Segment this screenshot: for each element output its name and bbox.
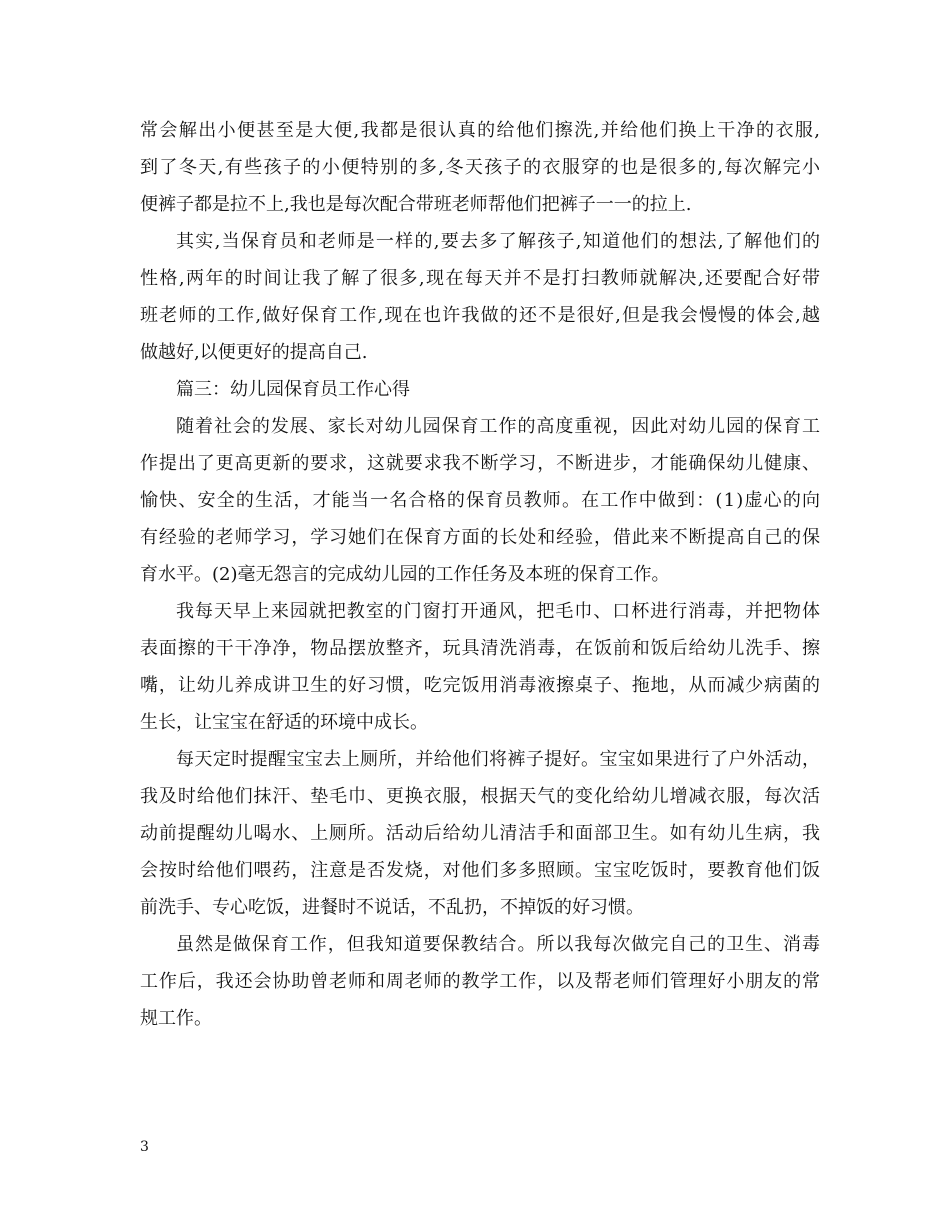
document-body: [140, 112, 820, 1037]
text-line: 我每天早上来园就把教室的门窗打开通风，把毛巾、口杯进行消毒，并把物体: [176, 601, 821, 622]
text-line: 会按时给他们喂药，注意是否发烧，对他们多多照顾。宝宝吃饭时，要教育他们饭: [140, 860, 821, 881]
text-line: 生长，让宝宝在舒适的环境中成长。: [140, 712, 428, 733]
text-line: 嘴，让幼儿养成讲卫生的好习惯，吃完饭用消毒液擦桌子、拖地，从而减少病菌的: [140, 675, 821, 696]
text-line: 到了冬天,有些孩子的小便特别的多,冬天孩子的衣服穿的也是很多的,每次解完小: [140, 157, 822, 178]
text-line: 性格,两年的时间让我了解了很多,现在每天并不是打扫教师就解决,还要配合好带: [140, 268, 822, 289]
text-line: 每天定时提醒宝宝去上厕所，并给他们将裤子提好。宝宝如果进行了户外活动，: [176, 749, 821, 770]
text-line: 常会解出小便甚至是大便,我都是很认真的给他们擦洗,并给他们换上干净的衣服,: [140, 120, 822, 141]
text-line: 动前提醒幼儿喝水、上厕所。活动后给幼儿清洁手和面部卫生。如有幼儿生病，我: [140, 823, 821, 844]
text-line: 其实,当保育员和老师是一样的,要去多了解孩子,知道他们的想法,了解他们的: [176, 231, 822, 252]
text-line: 前洗手、专心吃饭，进餐时不说话，不乱扔，不掉饭的好习惯。: [140, 897, 644, 918]
text-line: 育水平。(2)毫无怨言的完成幼儿园的工作任务及本班的保育工作。: [140, 564, 670, 585]
text-line: 班老师的工作,做好保育工作,现在也许我做的还不是很好,但是我会慢慢的体会,越: [140, 305, 822, 326]
text-line: 工作后，我还会协助曾老师和周老师的教学工作，以及帮老师们管理好小朋友的常: [140, 971, 821, 992]
text-line: 表面擦的干干净净，物品摆放整齐，玩具清洗消毒，在饭前和饭后给幼儿洗手、擦: [140, 638, 821, 659]
text-line: 规工作。: [140, 1008, 212, 1029]
text-line: 愉快、安全的生活，才能当一名合格的保育员教师。在工作中做到：(1)虚心的向: [140, 490, 822, 511]
text-line: 有经验的老师学习，学习她们在保育方面的长处和经验，借此来不断提高自己的保: [140, 527, 821, 548]
text-line: 我及时给他们抹汗、垫毛巾、更换衣服，根据天气的变化给幼儿增减衣服，每次活: [140, 786, 821, 807]
text-line: 做越好,以便更好的提高自己.: [140, 342, 368, 363]
text-line: 篇三：幼儿园保育员工作心得: [176, 379, 410, 400]
text-line: 虽然是做保育工作，但我知道要保教结合。所以我每次做完自己的卫生、消毒: [176, 934, 821, 955]
text-line: 随着社会的发展、家长对幼儿园保育工作的高度重视，因此对幼儿园的保育工: [176, 416, 821, 437]
page-number: 3: [140, 1139, 149, 1155]
text-line: 便裤子都是拉不上,我也是每次配合带班老师帮他们把裤子一一的拉上.: [140, 194, 692, 215]
text-line: 作提出了更高更新的要求，这就要求我不断学习，不断进步，才能确保幼儿健康、: [140, 453, 821, 474]
